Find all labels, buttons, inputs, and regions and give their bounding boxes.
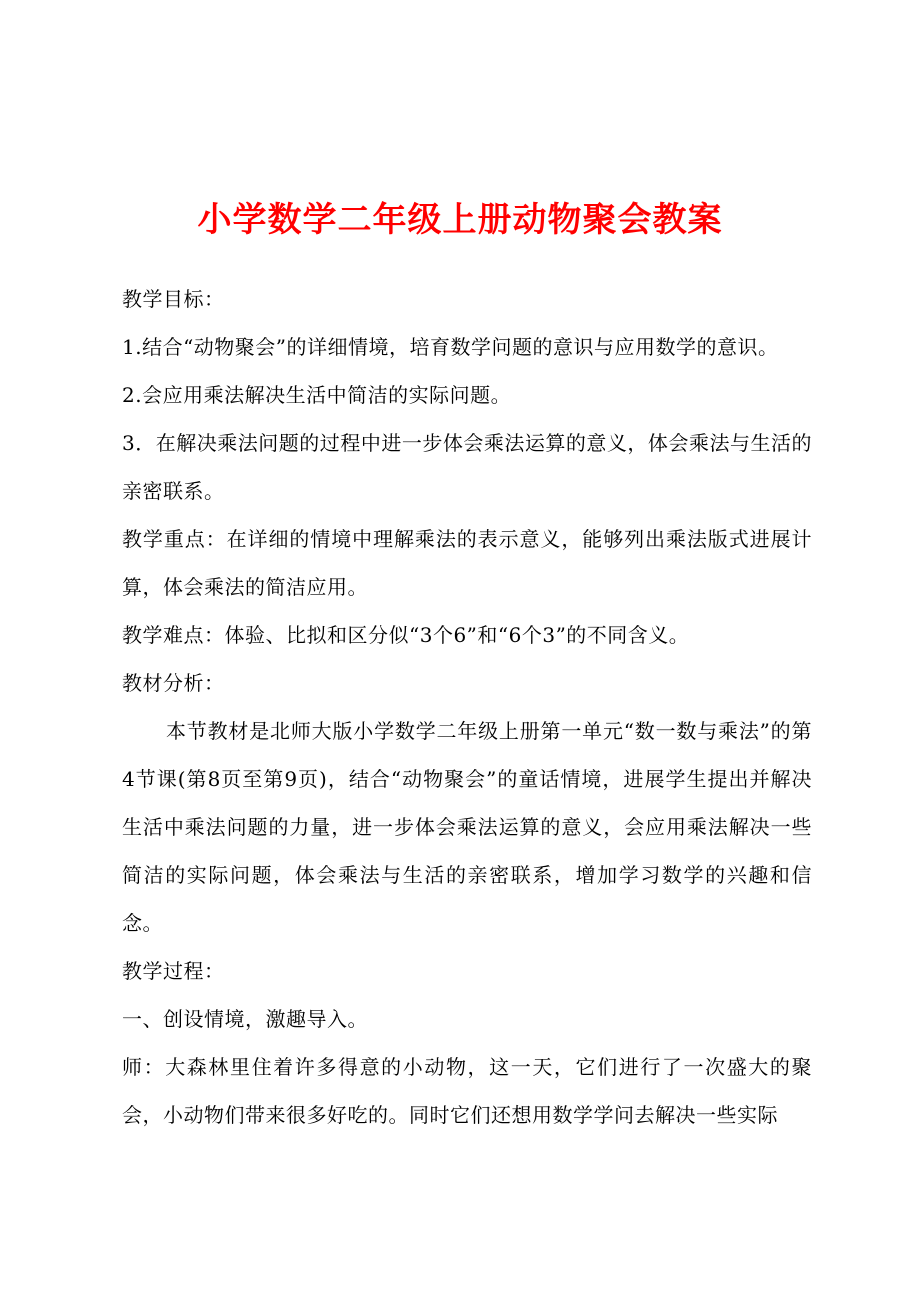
- objective-item-2: 2.会应用乘法解决生活中简洁的实际问题。: [122, 383, 512, 407]
- document-body: [122, 275, 812, 1139]
- objective-item-1: 1.结合“动物聚会”的详细情境，培育数学问题的意识与应用数学的意识。: [122, 335, 779, 359]
- material-analysis-paragraph: 本节教材是北师大版小学数学二年级上册第一单元“数一数与乘法”的第4节课(第8页至第9页)，结合“动物聚会”的童话情境，进展学生提出并解决生活中乘法问题的力量，进一步体会乘法运算的意义，会应用乘法解决一些简洁的实际问题，体会乘法与生活的亲密联系，增加学习数学的兴趣和信念。: [122, 719, 812, 935]
- objective-item-3: 3．在解决乘法问题的过程中进一步体会乘法运算的意义，体会乘法与生活的亲密联系。: [122, 431, 812, 503]
- teacher-dialogue-paragraph: 师：大森林里住着许多得意的小动物，这一天，它们进行了一次盛大的聚会，小动物们带来很多好吃的。同时它们还想用数学学问去解决一些实际: [122, 1055, 812, 1127]
- document-title: 小学数学二年级上册动物聚会教案: [197, 200, 723, 240]
- teaching-difficulties: 教学难点：体验、比拟和区分似“3个6”和“6个3”的不同含义。: [122, 623, 690, 647]
- teaching-key-points: 教学重点：在详细的情境中理解乘法的表示意义，能够列出乘法版式进展计算，体会乘法的简洁应用。: [122, 527, 812, 599]
- section-heading-objectives: 教学目标：: [122, 287, 225, 311]
- process-step-1-heading: 一、创设情境，激趣导入。: [122, 1007, 368, 1031]
- section-heading-teaching-process: 教学过程：: [122, 959, 225, 983]
- section-heading-material-analysis: 教材分析：: [122, 671, 225, 695]
